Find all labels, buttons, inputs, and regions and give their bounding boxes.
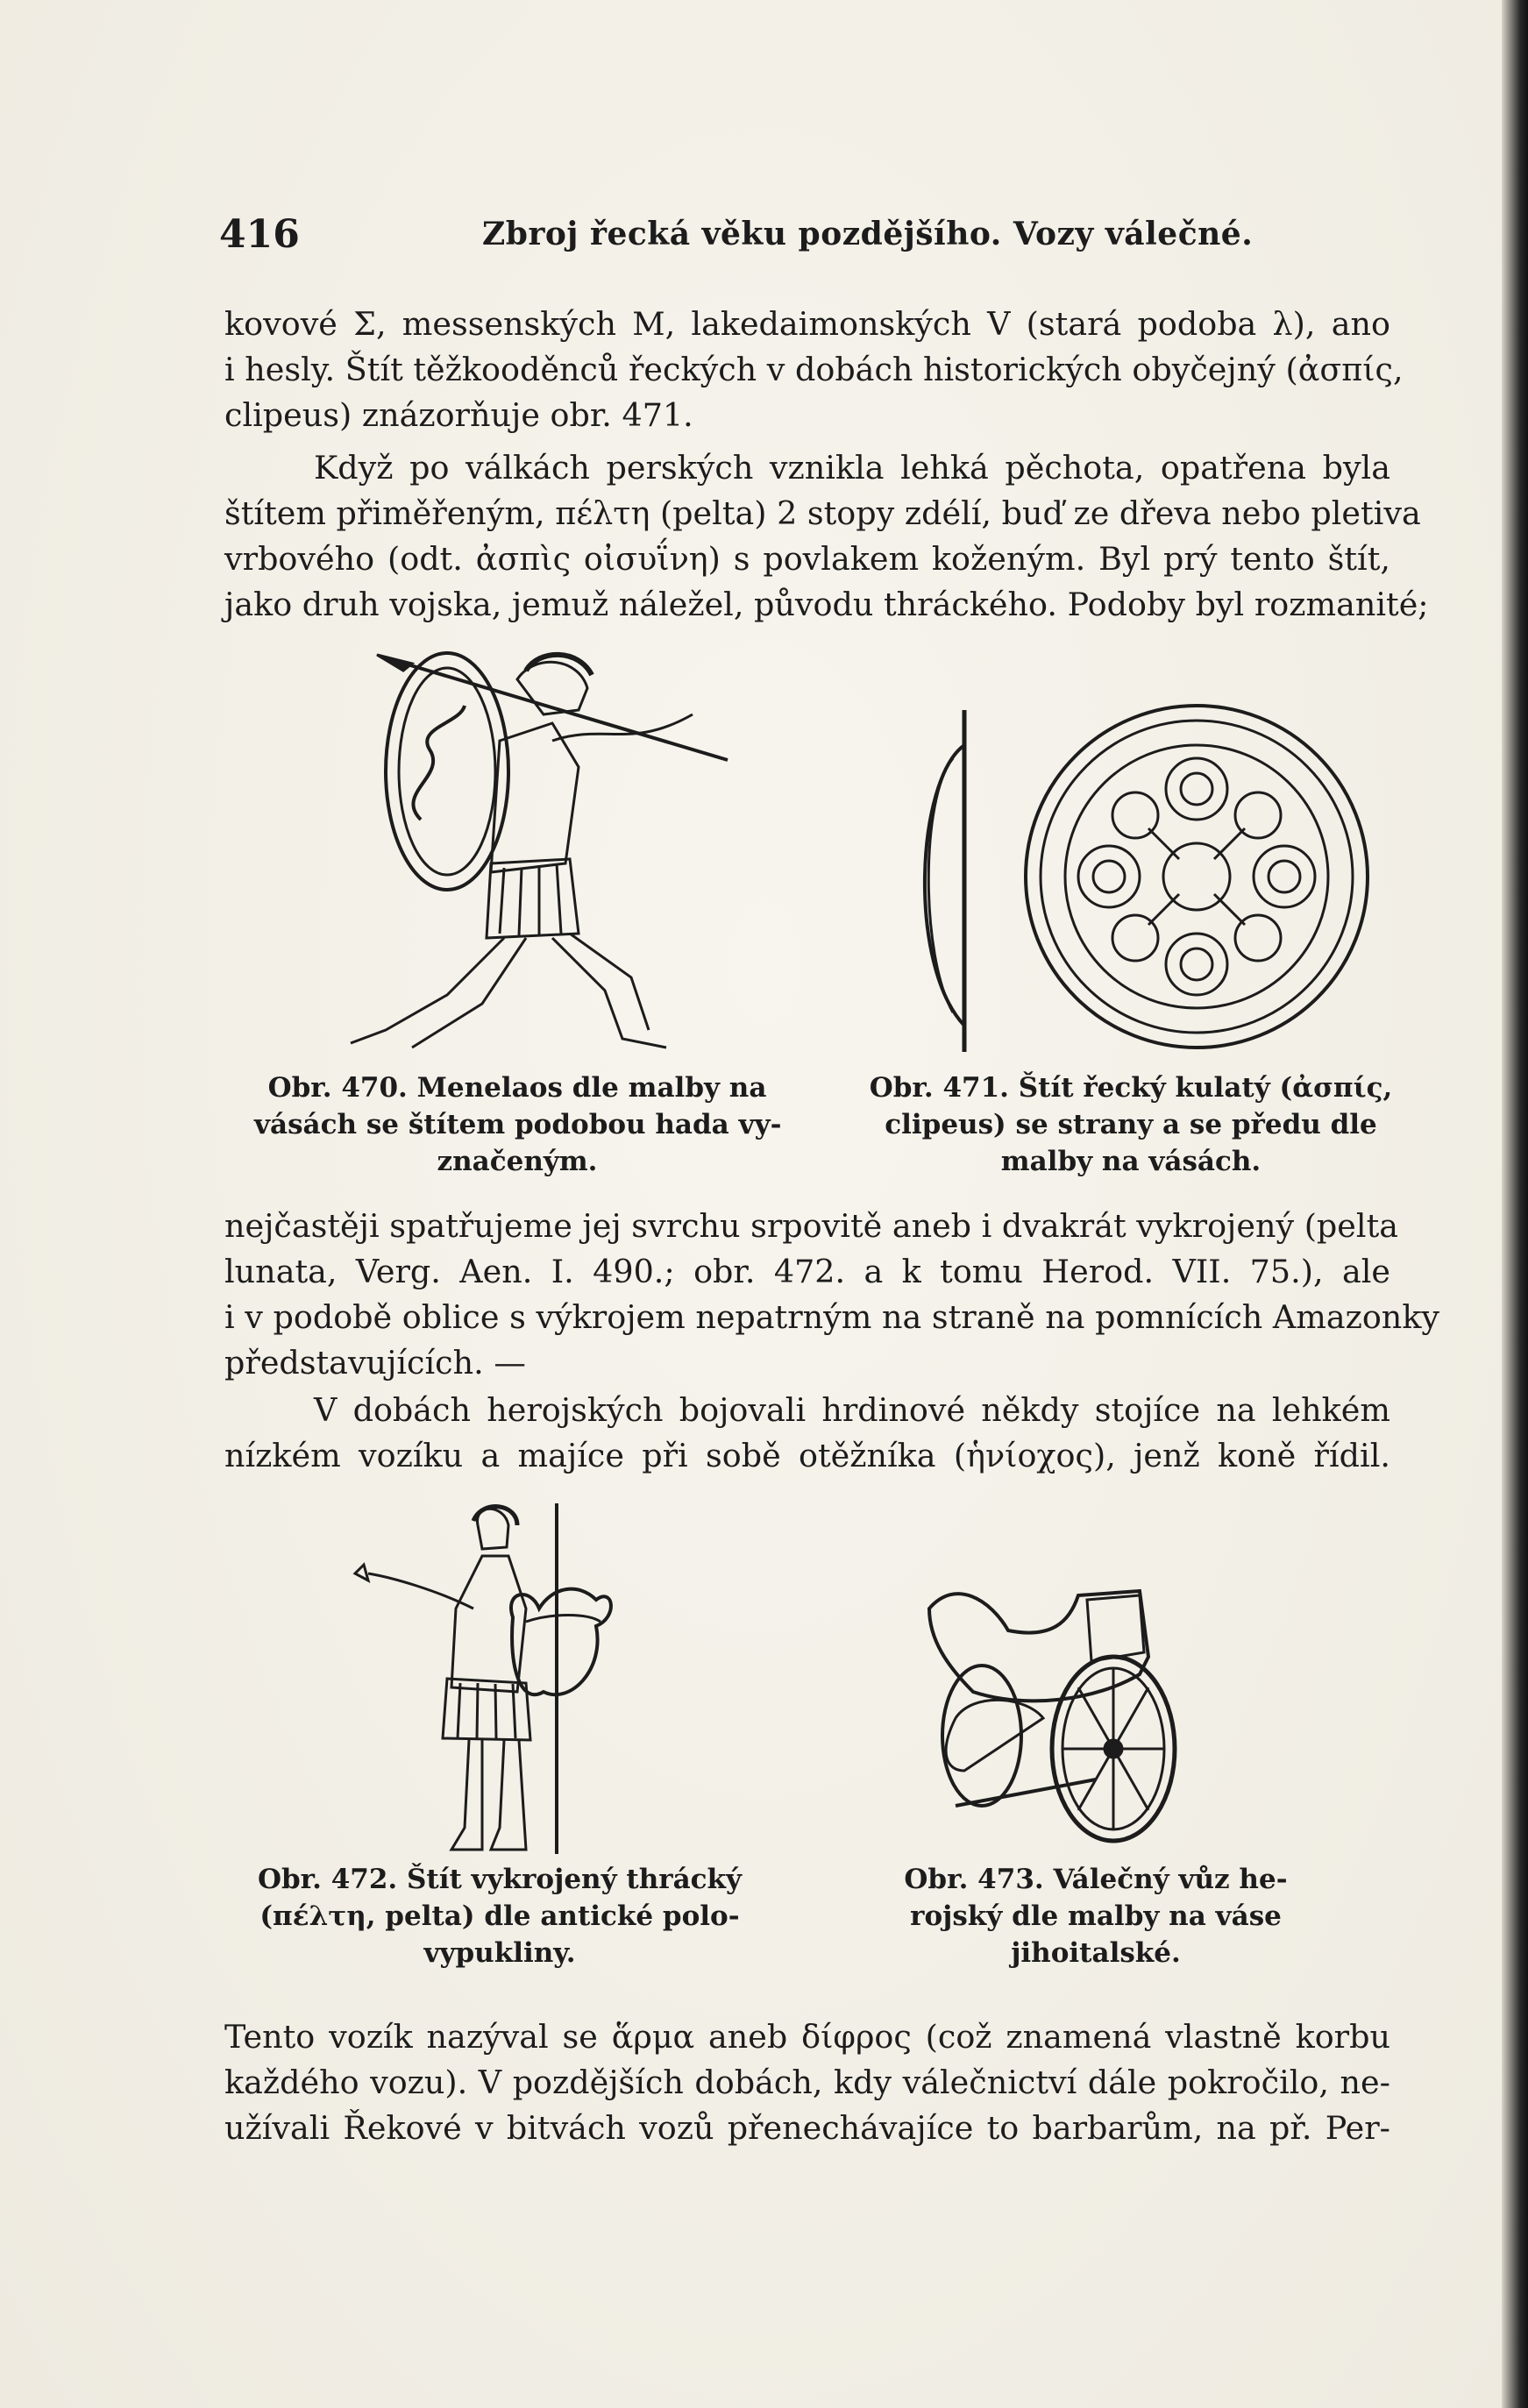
text-line: štítem přiměřeným, πέλτη (pelta) 2 stopy zdélí, buď ze dřeva nebo pletiva	[224, 494, 1421, 532]
text-line: i hesly. Štít těžkooděnců řeckých v dobách historických obyčejný (ἀσπίς,	[224, 351, 1404, 388]
page-header	[219, 212, 1394, 256]
caption-fig-473	[885, 1861, 1306, 1971]
caption-fig-470	[254, 1069, 780, 1180]
figure-473-chariot	[920, 1578, 1201, 1858]
figure-471-round-shield	[899, 701, 1389, 1052]
caption-line: (πέλτη, pelta) dle antické polo-	[259, 1900, 740, 1932]
caption-line: vypukliny.	[423, 1937, 576, 1969]
text-line: představujících. —	[224, 1344, 526, 1382]
caption-line: značeným.	[437, 1146, 598, 1177]
text-line: Když po válkách perských vznikla lehká pěchota, opatřena byla	[314, 449, 1390, 487]
text-line: užívali Řekové v bitvách vozů přenechávajíce to barbarům, na př. Per-	[224, 2109, 1390, 2147]
text-line: lunata, Verg. Aen. I. 490.; obr. 472. a k tomu Herod. VII. 75.), ale	[224, 1253, 1390, 1290]
page-edge-shadow	[1502, 0, 1528, 2408]
caption-line: rojský dle malby na váse	[910, 1900, 1282, 1932]
page-number: 416	[219, 212, 300, 257]
text-line: i v podobě oblice s výkrojem nepatrným na straně na pomnících Amazonky	[224, 1298, 1440, 1336]
text-line: kovové Σ, messenských M, lakedaimonských V (stará podoba λ), ano	[224, 305, 1390, 343]
figure-470-menelaos	[316, 644, 754, 1056]
caption-line: malby na vásách.	[1000, 1146, 1261, 1177]
paragraph-2	[224, 445, 1429, 628]
paragraph-1	[224, 302, 1404, 438]
text-line: Tento vozík nazýval se ἅρμα aneb δίφρος (což znamená vlastně korbu	[224, 2018, 1390, 2056]
paragraph-4	[224, 1388, 1390, 1479]
caption-fig-472	[245, 1861, 754, 1971]
caption-line: Obr. 470. Menelaos dle malby na	[267, 1072, 767, 1104]
paragraph-3	[224, 1204, 1440, 1386]
text-line: každého vozu). V pozdějších dobách, kdy válečnictví dále pokročilo, ne-	[224, 2063, 1390, 2101]
caption-line: Obr. 471. Štít řecký kulatý (ἀσπίς,	[869, 1072, 1393, 1104]
figure-472-pelta	[351, 1503, 649, 1863]
text-line: V dobách herojských bojovali hrdinové někdy stojíce na lehkém	[314, 1391, 1390, 1429]
running-title: Zbroj řecká věku pozdějšího. Vozy válečné.	[482, 216, 1254, 252]
caption-line: vásách se štítem podobou hada vy-	[254, 1109, 782, 1140]
text-line: vrbového (odt. ἀσπὶς οἰσυΐνη) s povlakem koženým. Byl prý tento štít,	[224, 540, 1390, 578]
text-line: jako druh vojska, jemuž náležel, původu thráckého. Podoby byl rozmanité;	[224, 586, 1429, 623]
caption-line: Obr. 472. Štít vykrojený thrácký	[257, 1864, 743, 1895]
text-line: nejčastěji spatřujeme jej svrchu srpovitě aneb i dvakrát vykrojený (pelta	[224, 1207, 1399, 1245]
caption-line: clipeus) se strany a se předu dle	[885, 1109, 1377, 1140]
paragraph-5	[224, 2014, 1390, 2151]
caption-fig-471	[868, 1069, 1394, 1180]
text-line: clipeus) znázorňuje obr. 471.	[224, 396, 693, 434]
text-line: nízkém vozíku a majíce při sobě otěžníka (ἡνίοχος), jenž koně řídil.	[224, 1437, 1390, 1474]
caption-line: Obr. 473. Válečný vůz he-	[904, 1864, 1288, 1895]
caption-line: jihoitalské.	[1011, 1937, 1181, 1969]
